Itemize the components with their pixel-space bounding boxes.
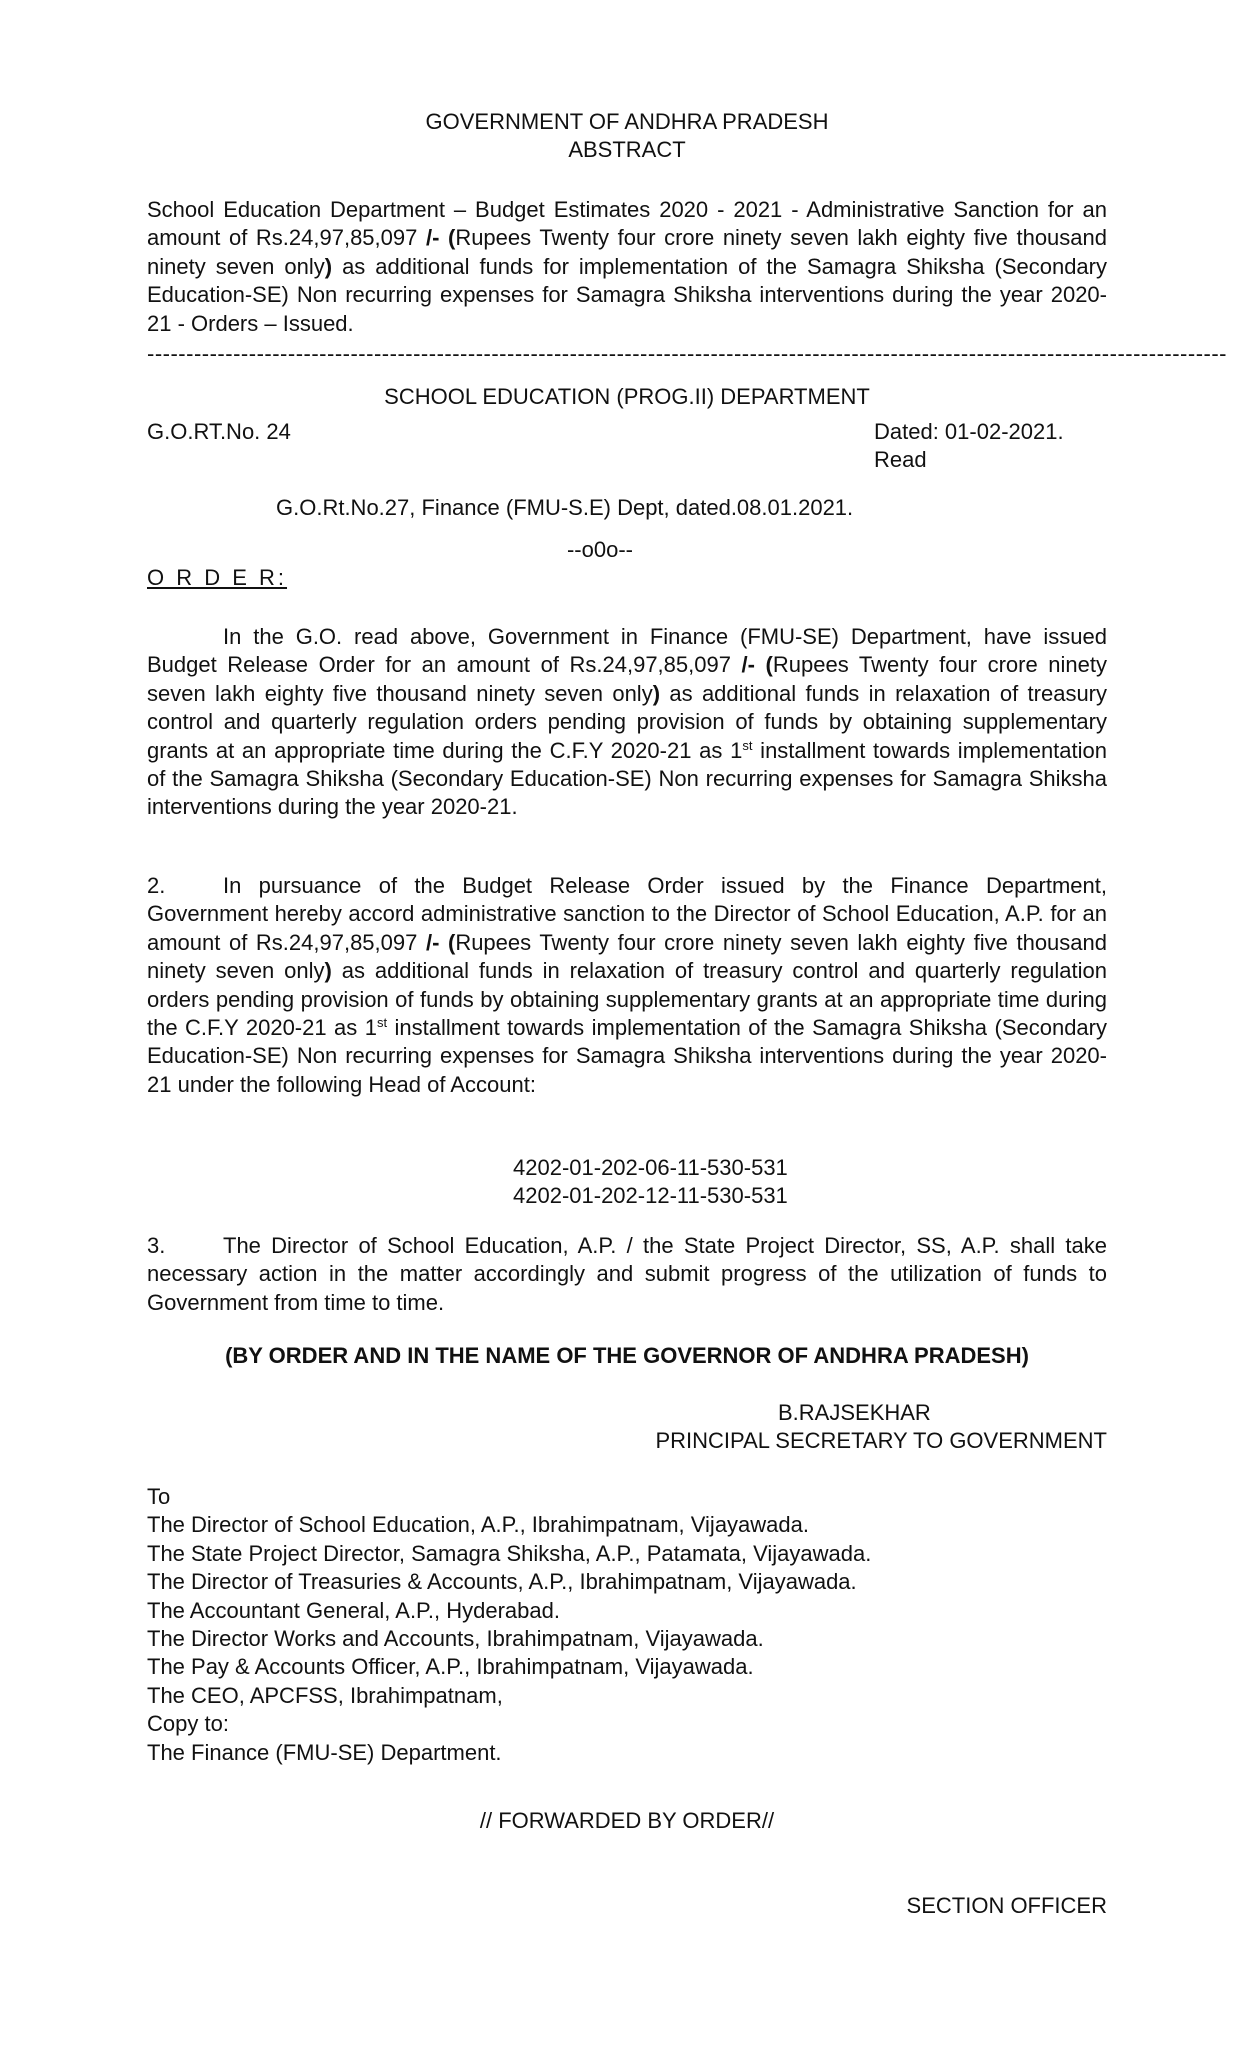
- para-number: 3.: [147, 1233, 166, 1258]
- abstract-text: [147, 196, 1107, 338]
- abstract-part: Rupees Twenty four crore ninety seven lakh eighty five thousand ninety seven only: [147, 225, 1107, 279]
- ornament: --o0o--: [566, 537, 633, 562]
- abstract-bold: ): [324, 253, 333, 279]
- copy-label: Copy to:: [147, 1711, 229, 1737]
- read-label: Read: [874, 447, 927, 473]
- signatory-title: PRINCIPAL SECRETARY TO GOVERNMENT: [655, 1428, 1107, 1453]
- para-number: 2.: [147, 873, 166, 898]
- para-text: installment towards implementation of the Samagra Shiksha (Secondary Education-SE) Non recurring expenses for Samagra Shiksha interventions during the year 2020-21 under the following Head of Account:: [147, 1015, 1107, 1097]
- government-title: GOVERNMENT OF ANDHRA PRADESH: [425, 109, 829, 134]
- to-label: To: [147, 1484, 171, 1509]
- department-name: SCHOOL EDUCATION (PROG.II) DEPARTMENT: [384, 384, 870, 409]
- separator-line: ------------------------------------------------------------------------------------------------------------------------------------------: [147, 341, 1228, 366]
- superscript: st: [376, 1015, 388, 1031]
- para-text: The Director of School Education, A.P. / the State Project Director, SS, A.P. shall take necessary action in the matter accordingly and submit progress of the utilization of funds to Government from time to time.: [147, 1233, 1107, 1315]
- recipient: The State Project Director, Samagra Shiksha, A.P., Patamata, Vijayawada.: [147, 1540, 872, 1566]
- para-bold: /- (: [425, 929, 456, 955]
- heads-of-account: [513, 1154, 913, 1211]
- section-officer: SECTION OFFICER: [906, 1893, 1107, 1918]
- superscript: st: [742, 737, 753, 753]
- abstract-part: School Education Department – Budget Estimates 2020 - 2021 - Administrative Sanction for an amount of Rs.24,97,85,097: [147, 197, 1107, 251]
- head-of-account: 4202-01-202-12-11-530-531: [513, 1183, 788, 1209]
- recipient: The Accountant General, A.P., Hyderabad.: [147, 1597, 560, 1623]
- order-heading: [147, 564, 1107, 592]
- paragraph-2: [147, 872, 1107, 1099]
- para-text: installment towards implementation of the Samagra Shiksha (Secondary Education-SE) Non recurring expenses for Samagra Shiksha interventions during the year 2020-21.: [147, 737, 1107, 820]
- governor-line: (BY ORDER AND IN THE NAME OF THE GOVERNOR OF ANDHRA PRADESH): [225, 1343, 1029, 1368]
- distribution-list: [147, 1483, 1107, 1767]
- para-text: In pursuance of the Budget Release Order issued by the Finance Department, Government hereby accord administrative sanction to the Director of School Education, A.P. for an amount of Rs.24,97,85,097: [147, 873, 1107, 955]
- go-date: Dated: 01-02-2021.: [874, 419, 1064, 444]
- go-number: G.O.RT.No. 24: [147, 419, 291, 444]
- para-bold: ): [652, 680, 661, 706]
- abstract-part: as additional funds for implementation of the Samagra Shiksha (Secondary Education-SE) Non recurring expenses for Samagra Shiksha interventions during the year 2020-21 - Orders – Issued.: [147, 253, 1107, 336]
- para-text: In the G.O. read above, Government in Finance (FMU-SE) Department, have issued Budget Release Order for an amount of Rs.24,97,85,097: [147, 624, 1107, 678]
- para-text: as additional funds in relaxation of treasury control and quarterly regulation orders pending provision of funds by obtaining supplementary grants at an appropriate time during the C.F.Y 2020-21 as 1: [147, 680, 1108, 763]
- signatory-name: B.RAJSEKHAR: [778, 1400, 931, 1425]
- order-heading-text: O R D E R:: [147, 565, 288, 590]
- forwarded-by-order: // FORWARDED BY ORDER//: [479, 1808, 775, 1833]
- document-header: [147, 108, 1107, 165]
- recipient: The Director of Treasuries & Accounts, A.P., Ibrahimpatnam, Vijayawada.: [147, 1569, 857, 1595]
- recipient: The CEO, APCFSS, Ibrahimpatnam,: [147, 1682, 503, 1708]
- go-date-block: [874, 418, 1134, 475]
- recipient: The Director of School Education, A.P., Ibrahimpatnam, Vijayawada.: [147, 1512, 809, 1538]
- para-text: as additional funds in relaxation of treasury control and quarterly regulation orders pending provision of funds by obtaining supplementary grants at an appropriate time during the C.F.Y 2020-21 as 1: [147, 958, 1107, 1041]
- abstract-bold: /- (: [425, 225, 456, 251]
- abstract-title: ABSTRACT: [568, 137, 686, 163]
- reference-go: G.O.Rt.No.27, Finance (FMU-S.E) Dept, dated.08.01.2021.: [276, 495, 854, 520]
- copy-recipient: The Finance (FMU-SE) Department.: [147, 1739, 502, 1765]
- head-of-account: 4202-01-202-06-11-530-531: [513, 1155, 788, 1180]
- para-text: Rupees Twenty four crore ninety seven lakh eighty five thousand ninety seven only: [147, 652, 1107, 706]
- para-bold: /- (: [741, 652, 773, 678]
- paragraph-3: [147, 1232, 1107, 1317]
- para-bold: ): [324, 958, 332, 984]
- para-text: Rupees Twenty four crore ninety seven lakh eighty five thousand ninety seven only: [147, 929, 1107, 984]
- recipient: The Pay & Accounts Officer, A.P., Ibrahimpatnam, Vijayawada.: [147, 1654, 754, 1680]
- recipient: The Director Works and Accounts, Ibrahimpatnam, Vijayawada.: [147, 1626, 764, 1652]
- paragraph-1: [147, 623, 1107, 822]
